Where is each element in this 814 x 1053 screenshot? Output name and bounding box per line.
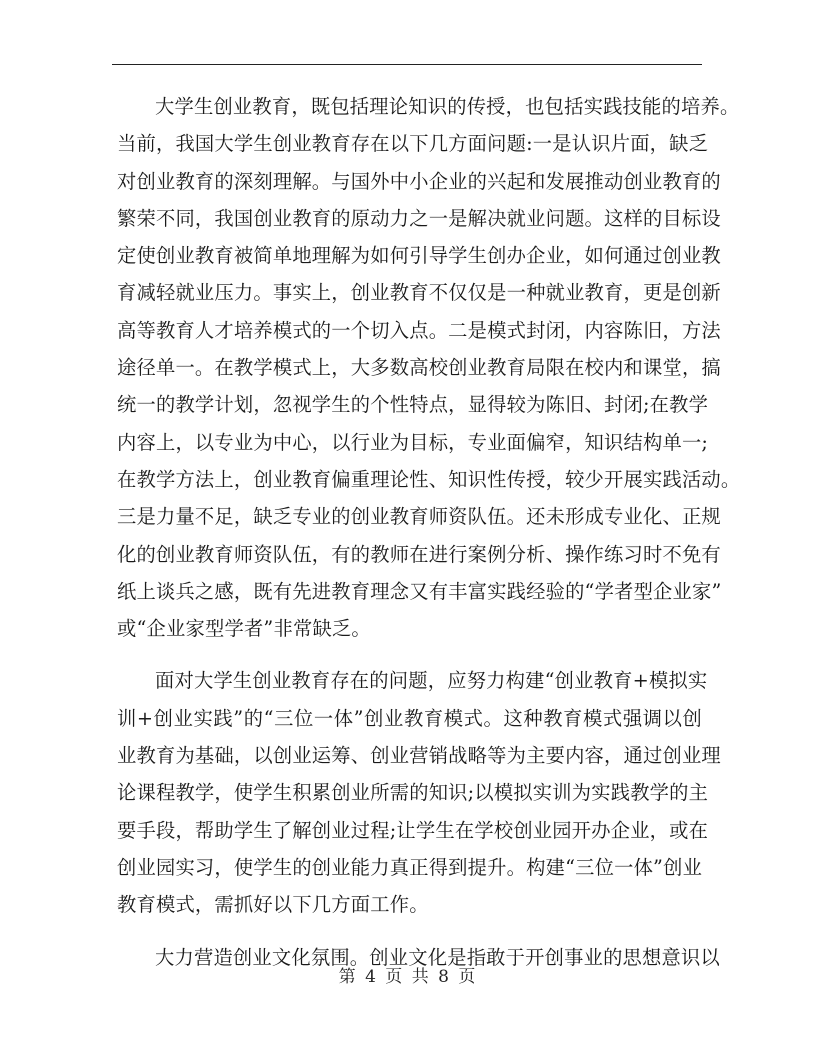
- text-line: 当前，我国大学生创业教育存在以下几方面问题:一是认识片面，缺乏: [117, 132, 709, 156]
- text-line: 在教学方法上，创业教育偏重理论性、知识性传授，较少开展实践活动。: [117, 467, 741, 491]
- text-line: 创业园实习，使学生的创业能力真正得到提升。构建“三位一体”创业: [117, 855, 703, 879]
- text-line: 高等教育人才培养模式的一个切入点。二是模式封闭，内容陈旧，方法: [117, 318, 721, 342]
- text-line: 业教育为基础，以创业运筹、创业营销战略等为主要内容，通过创业理: [117, 744, 721, 768]
- page-footer: 第 4 页 共 8 页: [338, 967, 476, 987]
- header-rule: [112, 64, 702, 65]
- text-line: 繁荣不同，我国创业教育的原动力之一是解决就业问题。这样的目标设: [117, 206, 721, 230]
- page-body: [117, 88, 741, 976]
- text-line: 训+创业实践”的“三位一体”创业教育模式。这种教育模式强调以创: [117, 706, 702, 730]
- paragraph-2: [117, 662, 721, 923]
- text-line: 途径单一。在教学模式上，大多数高校创业教育局限在校内和课堂，搞: [117, 356, 721, 380]
- text-line: 论课程教学，使学生积累创业所需的知识;以模拟实训为实践教学的主: [117, 781, 709, 805]
- text-line: 面对大学生创业教育存在的问题，应努力构建“创业教育+模拟实: [155, 669, 708, 693]
- text-line: 大学生创业教育，既包括理论知识的传授，也包括实践技能的培养。: [155, 95, 740, 118]
- text-line: 育减轻就业压力。事实上，创业教育不仅仅是一种就业教育，更是创新: [117, 281, 721, 305]
- paragraph-1: [117, 88, 741, 647]
- text-line: 或“企业家型学者”非常缺乏。: [117, 617, 371, 641]
- text-line: 三是力量不足，缺乏专业的创业教育师资队伍。还未形成专业化、正规: [117, 505, 721, 529]
- text-line: 纸上谈兵之感，既有先进教育理念又有丰富实践经验的“学者型企业家”: [117, 579, 722, 603]
- text-line: 教育模式，需抓好以下几方面工作。: [117, 893, 429, 917]
- text-line: 内容上，以专业为中心，以行业为目标，专业面偏窄，知识结构单一;: [117, 430, 709, 454]
- text-line: 对创业教育的深刻理解。与国外中小企业的兴起和发展推动创业教育的: [117, 169, 721, 193]
- text-line: 定使创业教育被简单地理解为如何引导学生创办企业，如何通过创业教: [117, 244, 721, 268]
- text-line: 要手段，帮助学生了解创业过程;让学生在学校创业园开办企业，或在: [117, 818, 709, 842]
- text-line: 统一的教学计划，忽视学生的个性特点，显得较为陈旧、封闭;在教学: [117, 393, 709, 417]
- text-line: 化的创业教育师资队伍，有的教师在进行案例分析、操作练习时不免有: [117, 542, 721, 566]
- text-line: 大力营造创业文化氛围。创业文化是指敢于开创事业的思想意识以: [155, 945, 720, 969]
